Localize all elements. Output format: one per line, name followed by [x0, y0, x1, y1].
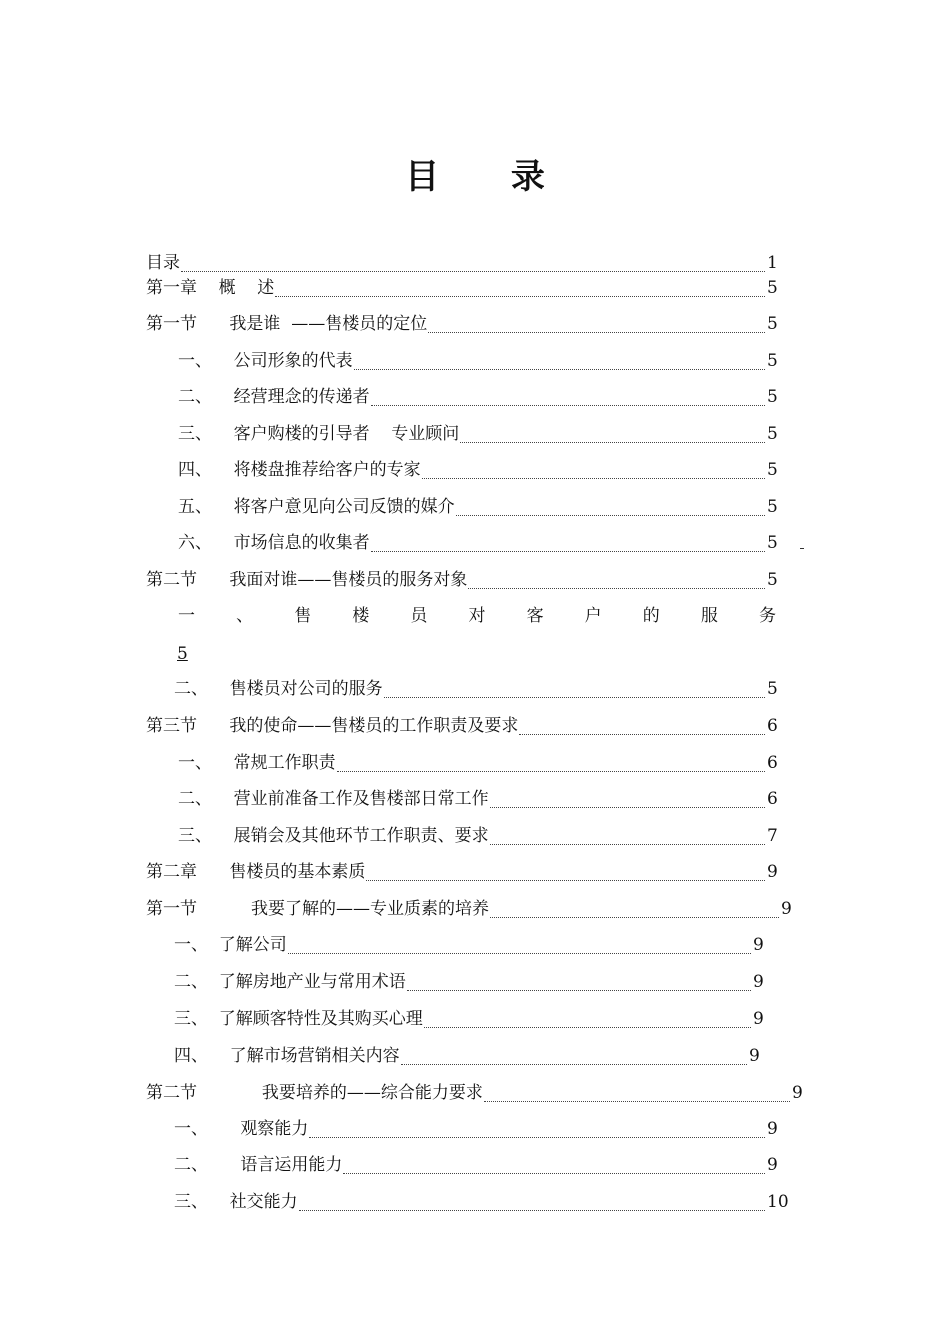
toc-entry-page: 5: [767, 679, 778, 699]
toc-entry-page: 5: [767, 278, 778, 298]
toc-leader-dots: [519, 734, 765, 735]
toc-entry-label: 二、 经营理念的传递者: [178, 387, 370, 407]
toc-entry-label: 一、 公司形象的代表: [178, 351, 353, 371]
toc-entry[interactable]: [0, 715, 950, 737]
toc-entry-page: 9: [749, 1046, 760, 1066]
toc-entry-label: 二、 了解房地产业与常用术语: [174, 972, 406, 992]
toc-leader-dots: [424, 1027, 751, 1028]
toc-entry-spread-char: 务: [758, 606, 776, 626]
toc-entry-label: 三、 客户购楼的引导者 专业顾问: [178, 424, 460, 444]
toc-entry-label: 一、 观察能力: [174, 1119, 309, 1139]
toc-entry-spread-char: 售: [294, 606, 312, 626]
toc-entry-label: 三、 展销会及其他环节工作职责、要求: [178, 826, 489, 846]
toc-entry-label: 三、 了解顾客特性及其购买心理: [174, 1009, 423, 1029]
toc-entry-label: 第一节 我要了解的——专业质素的培养: [146, 899, 490, 919]
toc-leader-dots: [428, 332, 765, 333]
toc-leader-dots: [407, 990, 751, 991]
toc-entry-page: 6: [767, 753, 778, 773]
toc-entry-spread-char: 服: [700, 606, 718, 626]
toc-leader-dots: [490, 807, 765, 808]
toc-entry-label: 目录: [146, 253, 180, 273]
toc-entry-page: 5: [767, 533, 778, 553]
toc-entry-spread-char: 户: [584, 606, 602, 626]
toc-entry-page: 6: [767, 789, 778, 809]
toc-entry-page: 5: [767, 387, 778, 407]
toc-entry[interactable]: [0, 1118, 950, 1140]
toc-entry-page: 5: [767, 497, 778, 517]
toc-entry-label: 三、 社交能力: [174, 1192, 298, 1212]
toc-entry-page: 9: [753, 935, 764, 955]
toc-entry-label: 五、 将客户意见向公司反馈的媒介: [178, 497, 455, 517]
toc-entry-spread-char: 客: [526, 606, 544, 626]
toc-leader-dots: [366, 880, 765, 881]
toc-leader-dots: [371, 551, 765, 552]
toc-entry-spread-char: 、: [236, 606, 254, 626]
toc-leader-dots: [468, 588, 765, 589]
toc-leader-dots: [299, 1210, 765, 1211]
toc-entry[interactable]: [0, 350, 950, 372]
toc-entry-page: 5: [767, 351, 778, 371]
toc-entry-page: 9: [753, 1009, 764, 1029]
toc-entry-label: 第一章 概 述: [146, 278, 275, 298]
toc-entry-label: 四、 了解市场营销相关内容: [174, 1046, 400, 1066]
toc-leader-dots: [384, 697, 765, 698]
toc-entry-label: 第一节 我是谁 ——售楼员的定位: [146, 314, 428, 334]
toc-entry[interactable]: [0, 788, 950, 810]
toc-entry[interactable]: [0, 752, 950, 774]
toc-entry-label: 第二节 我要培养的——综合能力要求: [146, 1083, 483, 1103]
toc-title: 目 录: [405, 157, 575, 197]
toc-entry-page: 5: [767, 570, 778, 590]
toc-entry-page: 9: [767, 862, 778, 882]
toc-entry-label: 一、 常规工作职责: [178, 753, 336, 773]
toc-entry-page: 10: [767, 1192, 789, 1212]
toc-entry-label: 二、 售楼员对公司的服务: [174, 679, 383, 699]
toc-entry[interactable]: [0, 861, 950, 883]
toc-entry-spread[interactable]: [178, 604, 776, 628]
toc-entry-page: 5: [767, 314, 778, 334]
toc-entry[interactable]: [0, 459, 950, 481]
toc-leader-dots: [490, 917, 779, 918]
toc-entry[interactable]: [0, 1191, 950, 1213]
toc-entry-page: 9: [767, 1119, 778, 1139]
toc-entry-label: 第二节 我面对谁——售楼员的服务对象: [146, 570, 468, 590]
toc-entry[interactable]: [0, 277, 950, 299]
toc-entry-page: 5: [767, 460, 778, 480]
toc-entry-label: 一、 了解公司: [174, 935, 287, 955]
toc-leader-dots: [460, 442, 765, 443]
toc-entry[interactable]: [0, 678, 950, 700]
toc-entry[interactable]: [0, 313, 950, 335]
toc-entry-spread-char: 楼: [352, 606, 370, 626]
toc-entry[interactable]: [0, 569, 950, 591]
toc-entry-page: 9: [767, 1155, 778, 1175]
toc-entry[interactable]: [0, 1045, 950, 1067]
toc-entry[interactable]: [0, 934, 950, 956]
toc-entry[interactable]: [0, 423, 950, 445]
toc-entry[interactable]: [0, 1082, 950, 1104]
toc-entry-spread-page: 5: [177, 644, 188, 664]
toc-entry-page: 5: [767, 424, 778, 444]
toc-entry-label: 二、 语言运用能力: [174, 1155, 343, 1175]
toc-entry[interactable]: [0, 825, 950, 847]
toc-leader-dots: [309, 1137, 765, 1138]
toc-leader-dots: [422, 478, 765, 479]
toc-entry-spread-char: 员: [410, 606, 428, 626]
toc-entry-page: 9: [753, 972, 764, 992]
toc-leader-dots: [401, 1064, 747, 1065]
toc-leader-dots: [275, 296, 765, 297]
toc-entry-label: 二、 营业前准备工作及售楼部日常工作: [178, 789, 489, 809]
toc-entry-page: 6: [767, 716, 778, 736]
toc-entry[interactable]: [0, 898, 950, 920]
toc-entry[interactable]: [0, 1008, 950, 1030]
toc-entry[interactable]: [0, 532, 950, 554]
toc-leader-dots: [490, 844, 765, 845]
toc-entry-label: 四、 将楼盘推荐给客户的专家: [178, 460, 421, 480]
toc-leader-dots: [288, 953, 751, 954]
toc-entry-page: 7: [767, 826, 778, 846]
toc-leader-dots: [354, 369, 765, 370]
toc-entry[interactable]: [0, 971, 950, 993]
toc-entry-page: 9: [781, 899, 792, 919]
toc-entry[interactable]: [0, 252, 950, 274]
toc-entry[interactable]: [0, 1154, 950, 1176]
toc-leader-dots: [343, 1173, 765, 1174]
toc-leader-dots: [456, 515, 765, 516]
toc-entry-spread-char: 对: [468, 606, 486, 626]
toc-entry-spread-char: 一: [178, 606, 195, 626]
toc-leader-dots: [371, 405, 765, 406]
toc-leader-dots: [337, 771, 765, 772]
toc-entry-label: 六、 市场信息的收集者: [178, 533, 370, 553]
toc-entry[interactable]: [0, 496, 950, 518]
toc-entry-label: 第二章 售楼员的基本素质: [146, 862, 366, 882]
toc-entry[interactable]: [0, 386, 950, 408]
toc-entry-page: 9: [792, 1083, 803, 1103]
toc-entry-label: 第三节 我的使命——售楼员的工作职责及要求: [146, 716, 519, 736]
edit-mark: [800, 548, 804, 549]
toc-leader-dots: [181, 271, 765, 272]
toc-entry-spread-char: 的: [642, 606, 660, 626]
toc-entry-page: 1: [767, 253, 778, 273]
toc-leader-dots: [484, 1101, 790, 1102]
